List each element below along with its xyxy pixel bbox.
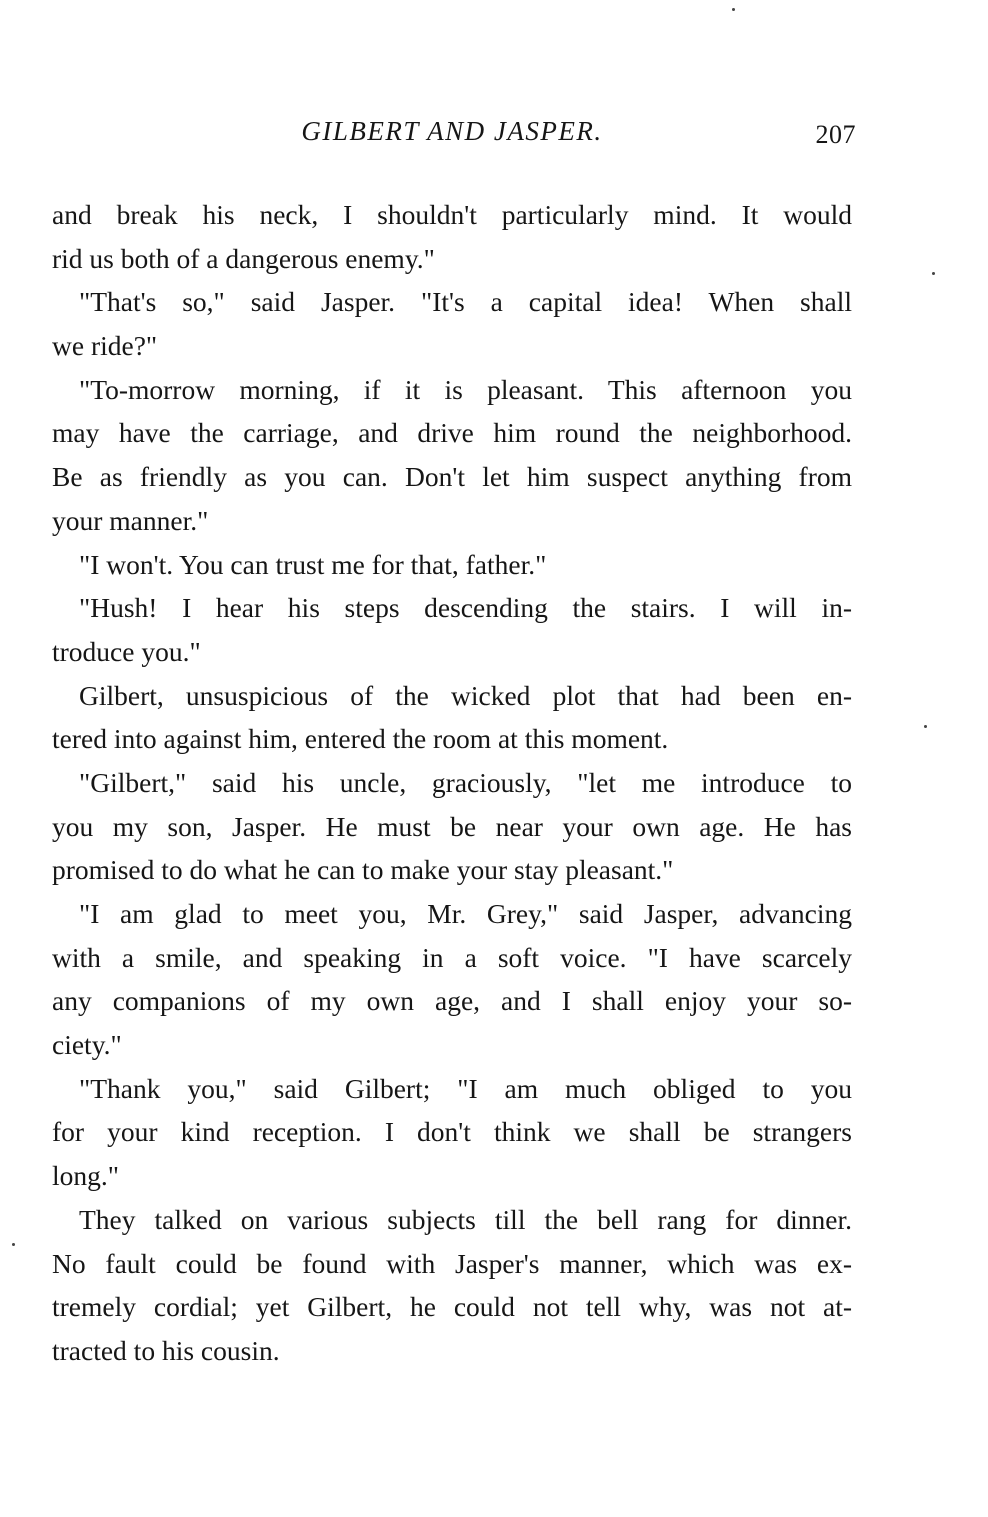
running-title: GILBERT AND JASPER. xyxy=(301,116,603,146)
text-line: "I am glad to meet you, Mr. Grey," said Jasper, advancing xyxy=(79,898,852,929)
body-text xyxy=(52,193,852,1373)
text-line: tremely cordial; yet Gilbert, he could not tell why, was not at- xyxy=(52,1291,852,1323)
text-line: for your kind reception. I don't think we shall be strangers xyxy=(52,1116,852,1148)
running-head xyxy=(52,116,856,156)
scan-speck xyxy=(924,725,927,728)
text-line: "I won't. You can trust me for that, father." xyxy=(79,548,547,580)
text-line: we ride?" xyxy=(52,330,158,362)
text-line: may have the carriage, and drive him round the neighborhood. xyxy=(52,417,852,449)
text-line: "Gilbert," said his uncle, graciously, "let me introduce to xyxy=(79,766,852,798)
text-line: "To-morrow morning, if it is pleasant. This afternoon you xyxy=(79,373,852,405)
text-line: your manner." xyxy=(52,504,209,536)
scan-speck xyxy=(932,272,935,275)
text-line: "Thank you," said Gilbert; "I am much obliged to you xyxy=(79,1072,852,1104)
text-line: ciety." xyxy=(52,1029,122,1061)
text-line: Be as friendly as you can. Don't let him suspect anything from xyxy=(52,461,852,493)
text-line: any companions of my own age, and I shall enjoy your so- xyxy=(52,985,852,1017)
text-line: They talked on various subjects till the bell rang for dinner. xyxy=(79,1203,852,1235)
text-line: tered into against him, entered the room at this moment. xyxy=(52,723,669,755)
scan-speck xyxy=(12,1243,15,1246)
text-line: with a smile, and speaking in a soft voice. "I have scarcely xyxy=(52,941,852,973)
text-line: Gilbert, unsuspicious of the wicked plot that had been en- xyxy=(79,679,852,711)
scan-speck xyxy=(732,8,735,11)
text-line: long." xyxy=(52,1160,119,1192)
text-line: No fault could be found with Jasper's manner, which was ex- xyxy=(52,1247,852,1279)
text-line: "Hush! I hear his steps descending the stairs. I will in- xyxy=(79,592,852,624)
text-line: rid us both of a dangerous enemy." xyxy=(52,242,435,274)
text-line: tracted to his cousin. xyxy=(52,1334,280,1366)
text-line: troduce you." xyxy=(52,635,201,667)
text-line: you my son, Jasper. He must be near your own age. He has xyxy=(52,810,852,842)
page-number: 207 xyxy=(815,120,856,149)
text-line: "That's so," said Jasper. "It's a capital idea! When shall xyxy=(79,286,852,318)
text-line: and break his neck, I shouldn't particularly mind. It would xyxy=(52,199,852,230)
text-line: promised to do what he can to make your stay pleasant." xyxy=(52,854,674,886)
